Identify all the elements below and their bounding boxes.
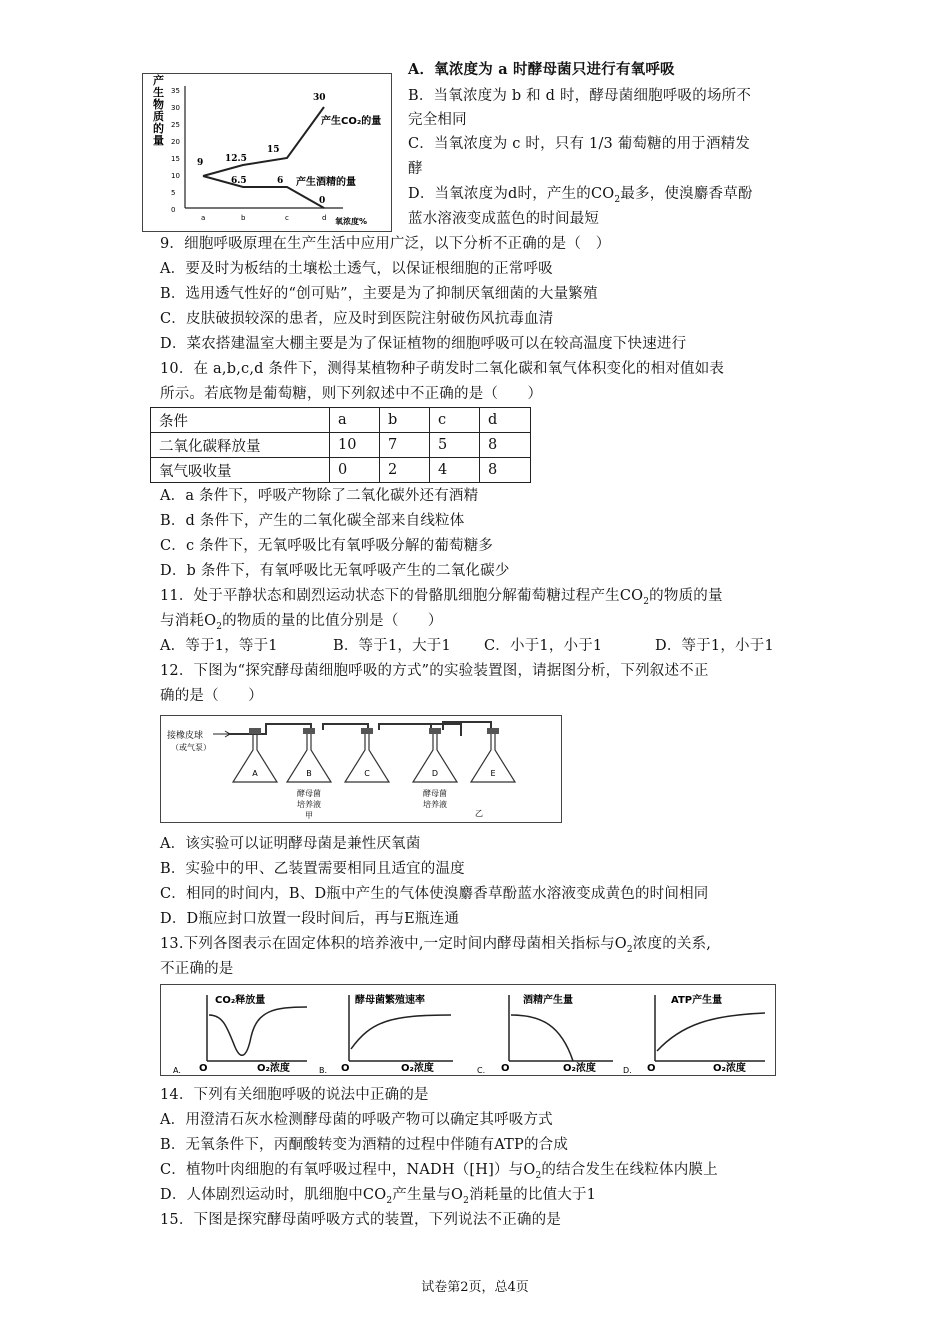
q8-option-c-line2: 酵	[408, 161, 423, 177]
fig12-tube-1	[229, 724, 311, 734]
panel-a-letter: A.	[173, 1066, 181, 1075]
q14-stem: 14．下列有关细胞呼吸的说法中正确的是	[160, 1087, 429, 1103]
table-cell: c	[430, 408, 480, 433]
fig8-ytick-label: 0	[171, 206, 176, 214]
table-header-row	[151, 408, 531, 433]
q8-figure	[142, 73, 392, 232]
fig8-eth-val-c: 6	[277, 176, 284, 186]
fig8-ytick-label: 30	[171, 104, 180, 112]
q8-option-a: A．氧浓度为 a 时酵母菌只进行有氧呼吸	[408, 61, 675, 78]
q10-stem-line1: 10．在 a,b,c,d 条件下，测得某植物种子萌发时二氧化碳和氧气体积变化的相对值如表	[160, 361, 725, 377]
panel-c-letter: C.	[477, 1066, 486, 1075]
q14-option-a: A．用澄清石灰水检测酵母菌的呼吸产物可以确定其呼吸方式	[160, 1112, 553, 1128]
fig12-tube-3	[379, 724, 461, 736]
q10-option-d: D．b 条件下，有氧呼吸比无氧呼吸产生的二氧化碳少	[160, 563, 510, 579]
stopper-b	[303, 728, 315, 734]
q12-option-b: B．实验中的甲、乙装置需要相同且适宜的温度	[160, 861, 465, 877]
q12-option-c: C．相同的时间内，B、D瓶中产生的气体使溴麝香草酚蓝水溶液变成黄色的时间相同	[160, 886, 709, 902]
stopper-e	[487, 728, 499, 734]
q10-option-c: C．c 条件下，无氧呼吸比有氧呼吸分解的葡萄糖多	[160, 538, 494, 554]
table-cell: 4	[430, 458, 480, 483]
q13-panel-d	[623, 993, 765, 1075]
q12-option-d: D．D瓶应封口放置一段时间后，再与E瓶连通	[160, 911, 460, 927]
q9-option-c: C．皮肤破损较深的患者，应及时到医院注射破伤风抗毒血清	[160, 311, 554, 327]
q13-panel-c	[477, 993, 613, 1075]
fig8-co2-val-d: 30	[313, 93, 326, 103]
fig8-ytick-label: 20	[171, 138, 180, 146]
panel-d-letter: D.	[623, 1066, 632, 1075]
table-cell: 2	[380, 458, 430, 483]
fig8-ytick-label: 5	[171, 189, 176, 197]
q13-stem-line2: 不正确的是	[160, 961, 234, 977]
fig8-x-ticks	[201, 214, 326, 222]
q10-stem-line2: 所示。若底物是葡萄糖，则下列叙述中不正确的是（ ）	[160, 386, 543, 402]
panel-a-xlabel: O₂浓度	[257, 1063, 290, 1074]
q13-panel-a	[173, 993, 307, 1075]
q8-option-d-line2: 蓝水溶液变成蓝色的时间最短	[408, 211, 600, 227]
fig8-co2-val-c: 15	[267, 145, 280, 155]
q9-option-b: B．选用透气性好的“创可贴”，主要是为了抑制厌氧细菌的大量繁殖	[160, 286, 598, 302]
q8-option-b-line1: B．当氧浓度为 b 和 d 时，酵母菌细胞呼吸的场所不	[408, 88, 752, 104]
fig8-co2-val-a: 9	[197, 158, 204, 168]
fig12-bottom-labels	[297, 788, 483, 820]
q13-panel-b	[319, 993, 453, 1075]
table-cell: 0	[330, 458, 380, 483]
fig8-y-ticks	[171, 87, 180, 214]
q11-option-c: C．小于1，小于1	[484, 638, 603, 654]
fig8-xlabel: 氧浓度%	[335, 217, 368, 226]
table-cell: 10	[330, 433, 380, 458]
fig8-eth-val-d: 0	[319, 196, 326, 206]
q8-option-d-line1: D．当氧浓度为d时，产生的$CO_2$最多，使溴麝香草酚	[408, 186, 753, 205]
q9-option-d: D．菜农搭建温室大棚主要是为了保证植物的细胞呼吸可以在较高温度下快速进行	[160, 336, 687, 352]
q13-graphs-drawing	[161, 985, 775, 1075]
q15-stem: 15．下图是探究酵母菌呼吸方式的装置，下列说法不正确的是	[160, 1212, 562, 1228]
fig8-xtick-label: a	[201, 214, 206, 222]
q12-stem-line2: 确的是（ ）	[160, 688, 263, 704]
fig12-flask-labels	[252, 769, 495, 778]
table-cell: b	[380, 408, 430, 433]
q10-option-b: B．d 条件下，产生的二氧化碳全部来自线粒体	[160, 513, 465, 529]
table-cell: 二氧化碳释放量	[151, 433, 330, 458]
fig8-xtick-label: b	[241, 214, 246, 222]
stopper-c	[361, 728, 373, 734]
panel-c-curve	[511, 1015, 573, 1061]
table-row	[151, 433, 531, 458]
panel-d-xlabel: O₂浓度	[713, 1063, 746, 1074]
fig8-ytick-label: 15	[171, 155, 180, 163]
panel-d-curve	[657, 1013, 765, 1051]
panel-d-origin: O	[647, 1063, 656, 1074]
q8-option-b-line2: 完全相同	[408, 112, 467, 128]
q14-option-c: C．植物叶肉细胞的有氧呼吸过程中，NADH（[H]）与$O_2$的结合发生在线粒体内膜上	[160, 1162, 718, 1181]
fig8-xtick-label: d	[322, 214, 327, 222]
table-cell: d	[480, 408, 531, 433]
flask-label-e: E	[490, 769, 496, 778]
q10-conditions-table	[150, 407, 531, 483]
table-cell: a	[330, 408, 380, 433]
fig8-ytick-label: 35	[171, 87, 180, 95]
table-cell: 氧气吸收量	[151, 458, 330, 483]
stopper-a	[249, 728, 261, 734]
panel-b-origin: O	[341, 1063, 350, 1074]
fig12-jia-label2: 培养液	[297, 800, 321, 809]
q9-option-a: A．要及时为板结的土壤松土透气，以保证根细胞的正常呼吸	[160, 261, 553, 277]
q11-stem-line2: 与消耗$O_2$的物质的量的比值分别是（ ）	[160, 613, 443, 632]
flask-label-d: D	[431, 769, 439, 778]
table-cell: 5	[430, 433, 480, 458]
panel-c-title: 酒精产生量	[523, 995, 573, 1006]
q9-stem: 9．细胞呼吸原理在生产生活中应用广泛，以下分析不正确的是（ ）	[160, 236, 611, 252]
fig8-co2-label: 产生CO₂的量	[321, 116, 382, 127]
table-cell: 8	[480, 433, 531, 458]
fig12-yi-label2: 培养液	[423, 800, 447, 809]
q11-stem-line1: 11．处于平静状态和剧烈运动状态下的骨骼肌细胞分解葡萄糖过程产生$CO_2$的物质的量	[160, 588, 723, 607]
panel-d-title: ATP产生量	[671, 995, 723, 1006]
table-cell: 条件	[151, 408, 330, 433]
fig12-pump-label2: （或气泵）	[171, 743, 211, 752]
table-cell: 8	[480, 458, 531, 483]
q8-option-c-line1: C．当氧浓度为 c 时，只有 1/3 葡萄糖的用于酒精发	[408, 136, 751, 152]
page-footer: 试卷第2页，总4页	[421, 1280, 529, 1295]
fig8-ytick-label: 10	[171, 172, 180, 180]
panel-b-xlabel: O₂浓度	[401, 1063, 434, 1074]
fig8-xtick-label: c	[285, 214, 289, 222]
fig8-co2-line	[203, 107, 324, 176]
fig12-yi-label3: 乙	[475, 809, 483, 818]
q8-line-chart	[143, 74, 391, 231]
table-cell: 7	[380, 433, 430, 458]
q12-apparatus-figure	[160, 715, 562, 823]
panel-c-origin: O	[501, 1063, 510, 1074]
q12-apparatus-drawing	[161, 716, 561, 822]
q11-option-a: A．等于1，等于1	[160, 638, 278, 654]
panel-b-curve	[351, 1015, 451, 1049]
panel-a-origin: O	[199, 1063, 208, 1074]
fig12-flasks	[233, 730, 515, 782]
q14-option-b: B．无氧条件下，丙酮酸转变为酒精的过程中伴随有ATP的合成	[160, 1137, 569, 1153]
q10-option-a: A．a 条件下，呼吸产物除了二氧化碳外还有酒精	[160, 488, 479, 504]
fig12-jia-label3: 甲	[305, 811, 313, 820]
fig8-ytick-label: 25	[171, 121, 180, 129]
q12-stem-line1: 12．下图为“探究酵母菌细胞呼吸的方式”的实验装置图，请据图分析，下列叙述不正	[160, 663, 709, 679]
panel-b-letter: B.	[319, 1066, 328, 1075]
q12-option-a: A．该实验可以证明酵母菌是兼性厌氧菌	[160, 836, 421, 852]
q14-option-d: D．人体剧烈运动时，肌细胞中$CO_2$产生量与$O_2$消耗量的比值大于1	[160, 1187, 597, 1206]
q13-stem-line1: 13.下列各图表示在固定体积的培养液中,一定时间内酵母菌相关指标与$O_2$浓度的关系,	[160, 936, 712, 955]
fig8-ethanol-label: 产生酒精的量	[296, 177, 356, 188]
flask-label-c: C	[364, 769, 370, 778]
q11-option-b: B．等于1，大于1	[333, 638, 451, 654]
fig8-eth-val-b: 6.5	[231, 176, 247, 186]
flask-label-b: B	[306, 769, 312, 778]
fig8-co2-val-b: 12.5	[225, 154, 247, 164]
q13-graphs-figure	[160, 984, 776, 1076]
table-row	[151, 458, 531, 483]
fig12-yi-label1: 酵母菌	[423, 789, 447, 798]
flask-label-a: A	[252, 769, 258, 778]
panel-a-curve	[209, 1007, 307, 1055]
panel-c-xlabel: O₂浓度	[563, 1063, 596, 1074]
fig12-pump-label1: 接橡皮球	[167, 731, 204, 741]
fig12-jia-label1: 酵母菌	[297, 789, 321, 798]
fig8-ylabel: 产生物质的量	[153, 74, 164, 147]
q11-option-d: D．等于1，小于1	[655, 638, 774, 654]
panel-b-title: 酵母菌繁殖速率	[355, 995, 425, 1006]
panel-a-title: CO₂释放量	[215, 995, 266, 1006]
stopper-d	[429, 728, 441, 734]
